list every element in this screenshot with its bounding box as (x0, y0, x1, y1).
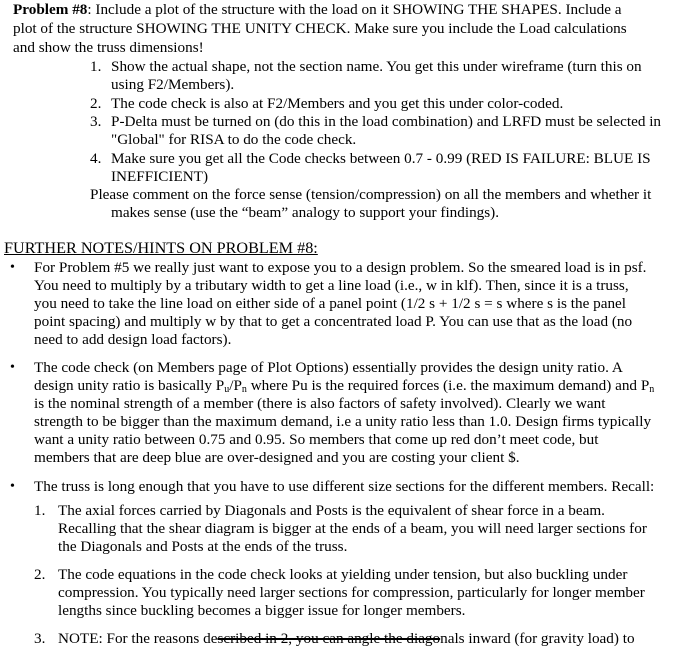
notes-heading: FURTHER NOTES/HINTS ON PROBLEM #8: (4, 239, 318, 257)
step-4-line-1: Make sure you get all the Code checks between 0.7 - 0.99 (RED IS FAILURE: BLUE IS (111, 150, 651, 167)
bullet-1-line-1: For Problem #5 we really just want to expose you to a design problem. So the smeared load is in psf. (34, 259, 647, 276)
step-1-line-2: using F2/Members). (111, 76, 235, 93)
sub-item-2-line-1: The code equations in the code check looks at yielding under tension, but also buckling under (58, 566, 628, 583)
step-2-line-1: The code check is also at F2/Members and you get this under color-coded. (111, 95, 564, 112)
problem-intro (13, 1, 683, 19)
step-3-line-2: "Global" for RISA to do the code check. (111, 131, 357, 148)
sub-item-2-number: 2. (34, 566, 46, 583)
bullet-2-dot: • (10, 360, 15, 375)
bullet-1-line-2: You need to multiply by a tributary width to get a line load (i.e., w in klf). Then, since it is a truss, (34, 277, 629, 294)
sub-item-2-line-3: lengths since buckling becomes a bigger issue for longer members. (58, 602, 466, 619)
item-3-after: nals inward (for gravity load) to (440, 630, 635, 647)
bullet-2-line-2c: where Pu is the required forces (i.e. the maximum demand) and P (246, 377, 650, 394)
bullet-1-line-3: you need to take the line load on either side of a panel point (1/2 s + 1/2 s = s where s is the panel (34, 295, 627, 312)
comment-line-1: Please comment on the force sense (tension/compression) on all the members and whether it (90, 186, 652, 203)
bullet-2-line-6: members that are deep blue are over-designed and you are costing your client $. (34, 449, 520, 466)
sub-item-2-line-2: compression. You typically need larger sections for compression, particularly for longer member (58, 584, 645, 601)
subscript-u: u (224, 384, 230, 395)
sub-item-1-number: 1. (34, 502, 46, 519)
item-3-struck-text: scribed in 2, you can angle the diago (217, 630, 441, 647)
step-1-number: 1. (90, 58, 102, 75)
bullet-1-dot: • (10, 260, 15, 275)
intro-line-3: and show the truss dimensions! (13, 39, 204, 56)
bullet-2-line-2 (34, 377, 654, 395)
step-3-line-1: P-Delta must be turned on (do this in the load combination) and LRFD must be selected in (111, 113, 662, 130)
step-1-line-1: Show the actual shape, not the section name. You get this under wireframe (turn this on (111, 58, 642, 75)
sub-item-1-line-1: The axial forces carried by Diagonals and Posts is the equivalent of shear force in a beam. (58, 502, 605, 519)
subscript-n-2: n (649, 384, 655, 395)
step-4-line-2: INEFFICIENT) (111, 168, 209, 185)
sub-item-3-line-1 (58, 630, 635, 648)
step-3-number: 3. (90, 113, 102, 130)
bullet-3-dot: • (10, 479, 15, 494)
bullet-2-line-2b: /P (229, 377, 242, 394)
comment-line-2: makes sense (use the “beam” analogy to support your findings). (111, 204, 500, 221)
step-4-number: 4. (90, 150, 102, 167)
bullet-2-line-5: want a unity ratio between 0.75 and 0.95. So members that come up red don’t meet code, but (34, 431, 599, 448)
bullet-2-line-2a: design unity ratio is basically P (34, 377, 225, 394)
bullet-2-line-3: is the nominal strength of a member (there is also factors of safety involved). Clearly we want (34, 395, 606, 412)
sub-item-1-line-2: Recalling that the shear diagram is bigger at the ends of a beam, you will need larger sections for (58, 520, 647, 537)
bullet-1-line-4: point spacing) and multiply w by that to get a concentrated load P. You can use that as the load (no (34, 313, 633, 330)
sub-item-3-number: 3. (34, 630, 46, 647)
bullet-3-line-1: The truss is long enough that you have to use different size sections for the different members. Recall: (34, 478, 655, 495)
sub-item-1-line-3: the Diagonals and Posts at the ends of the truss. (58, 538, 348, 555)
item-3-before: NOTE: For the reasons de (58, 630, 218, 647)
step-2-number: 2. (90, 95, 102, 112)
problem-label: Problem #8 (13, 1, 88, 18)
intro-line-2: plot of the structure SHOWING THE UNITY CHECK. Make sure you include the Load calculations (13, 20, 627, 37)
bullet-2-line-1: The code check (on Members page of Plot Options) essentially provides the design unity ratio. A (34, 359, 623, 376)
subscript-n: n (241, 384, 247, 395)
intro-line-1: : Include a plot of the structure with the load on it SHOWING THE SHAPES. Include a (87, 1, 622, 18)
bullet-2-line-4: strength to be bigger than the maximum demand, i.e a unity ratio less than 1.0. Design firms typically (34, 413, 652, 430)
bullet-1-line-5: need to add design load factors). (34, 331, 232, 348)
